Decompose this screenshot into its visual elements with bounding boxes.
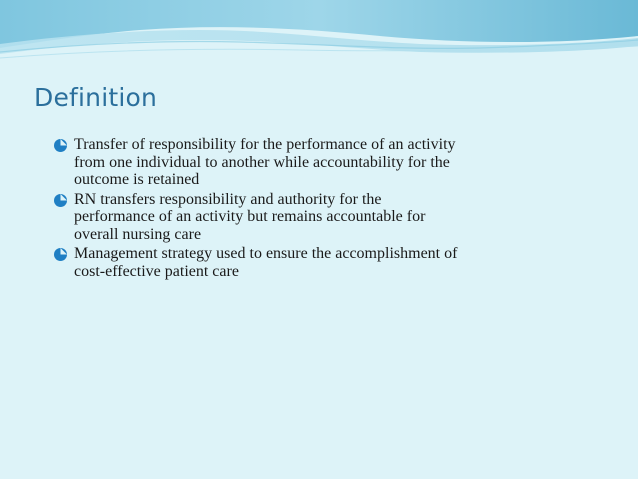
bullet-line: from one individual to another while accountability for the — [74, 153, 450, 171]
bullet-wedge-icon — [54, 139, 68, 152]
bullet-wedge-icon — [54, 248, 68, 261]
bullet-line: performance of an activity but remains accountable for — [74, 208, 426, 225]
bullet-item-1 — [52, 136, 592, 189]
slide-title: Definition — [34, 83, 158, 112]
bullet-line: cost-effective patient care — [74, 262, 239, 280]
bullet-line: Management strategy used to ensure the accomplishment of — [74, 245, 458, 262]
bullet-item-3 — [52, 245, 592, 280]
bullet-item-2 — [52, 191, 592, 244]
bullet-list — [52, 136, 592, 282]
bullet-wedge-icon — [54, 194, 68, 207]
bullet-line: overall nursing care — [74, 225, 202, 243]
bullet-line: Transfer of responsibility for the performance of an activity — [74, 136, 456, 153]
header-wave-decoration — [0, 0, 638, 72]
bullet-line: outcome is retained — [74, 171, 200, 188]
bullet-line: RN transfers responsibility and authority for the — [74, 190, 382, 208]
